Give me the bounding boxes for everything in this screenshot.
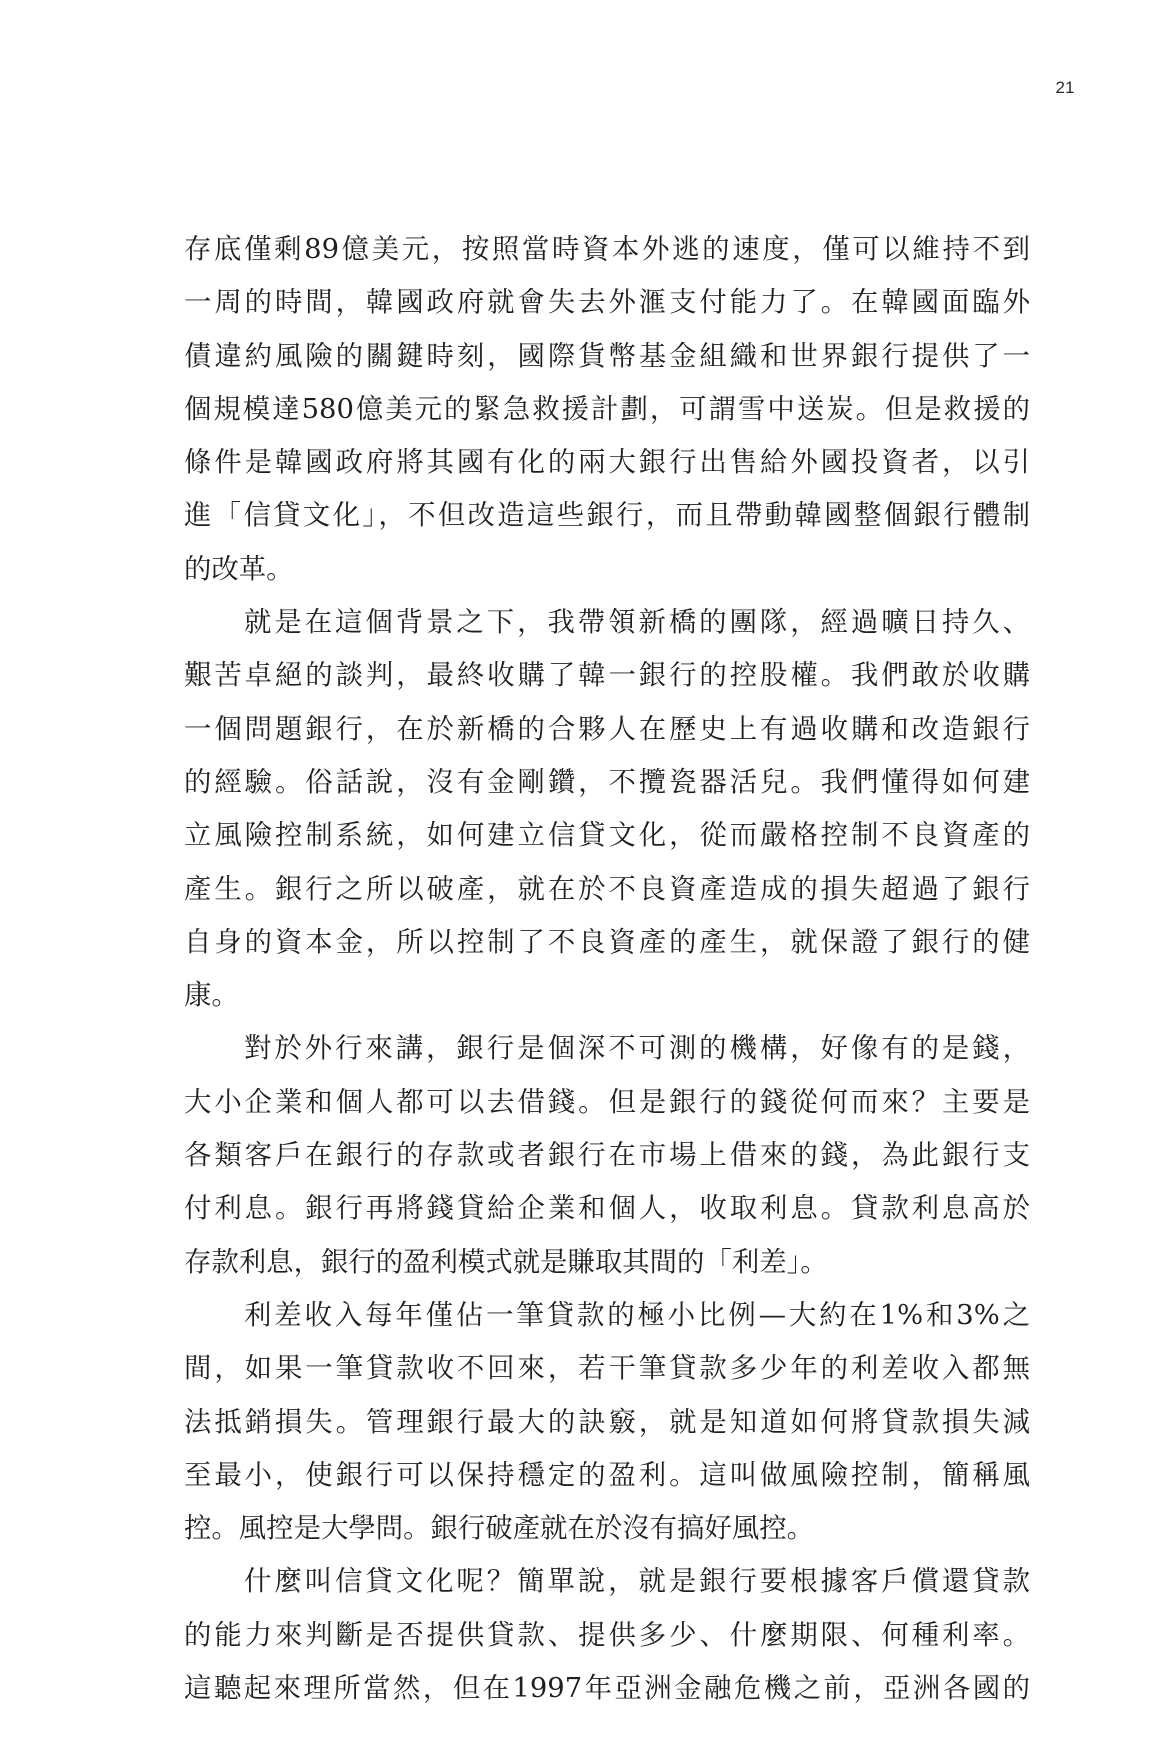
text-line-content: 存款利息，銀行的盈利模式就是賺取其間的「利差」。	[184, 1246, 828, 1278]
text-line	[184, 1662, 1030, 1715]
text-line	[184, 489, 1030, 542]
text-line	[184, 1396, 1030, 1449]
text-line	[184, 383, 1030, 436]
text-line-content: 個規模達580億美元的緊急救援計劃，可謂雪中送炭。但是救援的	[184, 393, 1030, 425]
text-line-content: 控。風控是大學問。銀行破產就在於沒有搞好風控。	[184, 1513, 814, 1545]
text-line	[184, 596, 1030, 649]
text-line-content: 條件是韓國政府將其國有化的兩大銀行出售給外國投資者，以引	[184, 447, 1030, 479]
text-line	[184, 436, 1030, 489]
text-line-content: 存底僅剩89億美元，按照當時資本外逃的速度，僅可以維持不到	[184, 234, 1030, 265]
text-line-content: 康。	[184, 980, 239, 1012]
text-line	[184, 916, 1030, 969]
text-line	[184, 223, 1030, 276]
text-line	[184, 1502, 1030, 1555]
text-line	[184, 543, 1030, 596]
text-line-content: 付利息。銀行再將錢貸給企業和個人，收取利息。貸款利息高於	[184, 1193, 1030, 1225]
text-line-content: 產生。銀行之所以破產，就在於不良資產造成的損失超過了銀行	[184, 873, 1030, 905]
text-line-content: 的能力來判斷是否提供貸款、提供多少、什麼期限、何種利率。	[184, 1619, 1030, 1651]
text-line-content: 一個問題銀行，在於新橋的合夥人在歷史上有過收購和改造銀行	[184, 713, 1030, 745]
text-line-content: 就是在這個背景之下，我帶領新橋的團隊，經過曠日持久、	[244, 607, 1030, 639]
body-text	[184, 223, 1030, 1715]
text-line-content: 間，如果一筆貸款收不回來，若干筆貸款多少年的利差收入都無	[184, 1353, 1030, 1385]
text-line-content: 各類客戶在銀行的存款或者銀行在市場上借來的錢，為此銀行支	[184, 1140, 1030, 1172]
text-line	[184, 330, 1030, 383]
text-line-content: 對於外行來講，銀行是個深不可測的機構，好像有的是錢，	[244, 1033, 1030, 1065]
page-number: 21	[1055, 78, 1075, 97]
text-line	[184, 1129, 1030, 1182]
text-line-content: 艱苦卓絕的談判，最終收購了韓一銀行的控股權。我們敢於收購	[184, 660, 1030, 692]
text-line	[184, 1236, 1030, 1289]
text-line-content: 利差收入每年僅佔一筆貸款的極小比例—大約在1%和3%之	[244, 1299, 1030, 1331]
text-line	[184, 1022, 1030, 1075]
text-line	[184, 756, 1030, 809]
text-line-content: 的改革。	[184, 553, 294, 585]
text-line	[184, 1182, 1030, 1235]
text-line	[184, 1555, 1030, 1608]
text-line	[184, 649, 1030, 702]
text-line	[184, 969, 1030, 1022]
text-line-content: 債違約風險的關鍵時刻，國際貨幣基金組織和世界銀行提供了一	[184, 340, 1030, 372]
text-line	[184, 809, 1030, 862]
text-line-content: 什麼叫信貸文化呢？簡單說，就是銀行要根據客戶償還貸款	[244, 1566, 1030, 1598]
text-line	[184, 1609, 1030, 1662]
text-line-content: 的經驗。俗話說，沒有金剛鑽，不攬瓷器活兒。我們懂得如何建	[184, 766, 1030, 798]
text-line-content: 自身的資本金，所以控制了不良資產的產生，就保證了銀行的健	[184, 926, 1030, 958]
text-line	[184, 703, 1030, 756]
text-line-content: 進「信貸文化」，不但改造這些銀行，而且帶動韓國整個銀行體制	[184, 500, 1030, 532]
text-line	[184, 863, 1030, 916]
text-line	[184, 1076, 1030, 1129]
text-line	[184, 1289, 1030, 1342]
text-line-content: 大小企業和個人都可以去借錢。但是銀行的錢從何而來？主要是	[184, 1086, 1030, 1118]
text-line	[184, 1449, 1030, 1502]
text-line	[184, 1342, 1030, 1395]
text-line-content: 法抵銷損失。管理銀行最大的訣竅，就是知道如何將貸款損失減	[184, 1406, 1030, 1438]
text-line	[184, 276, 1030, 329]
text-line-content: 立風險控制系統，如何建立信貸文化，從而嚴格控制不良資產的	[184, 820, 1030, 852]
text-line-content: 一周的時間，韓國政府就會失去外滙支付能力了。在韓國面臨外	[184, 287, 1030, 319]
text-line-content: 這聽起來理所當然，但在1997年亞洲金融危機之前，亞洲各國的	[184, 1673, 1030, 1705]
text-line-content: 至最小，使銀行可以保持穩定的盈利。這叫做風險控制，簡稱風	[184, 1459, 1030, 1491]
